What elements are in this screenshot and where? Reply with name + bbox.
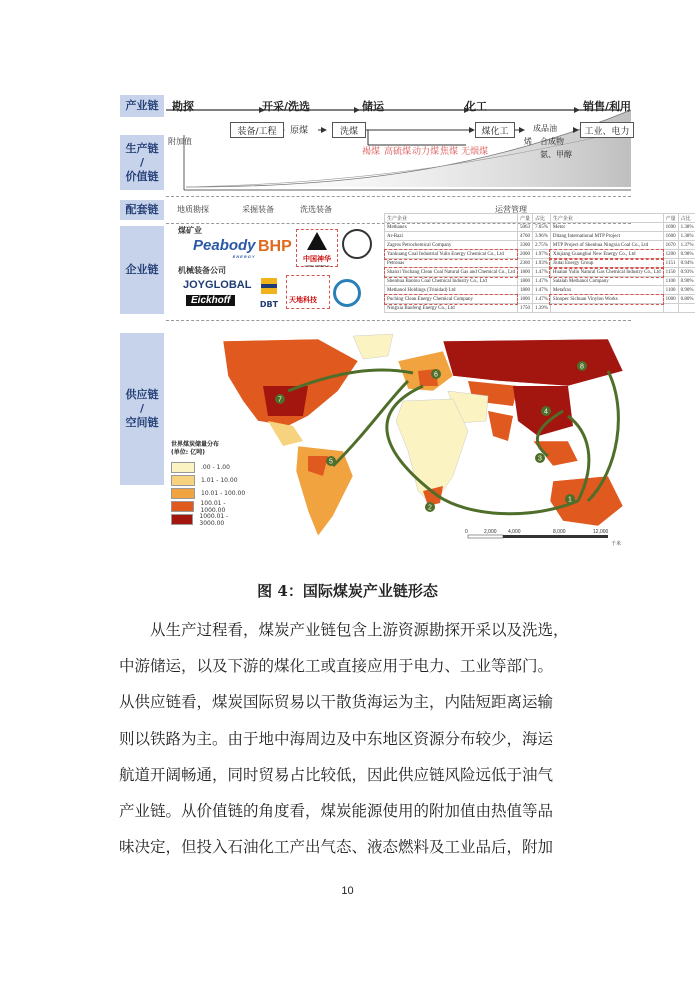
legend-swatch: [171, 475, 195, 486]
table-row: [385, 223, 695, 232]
body-line: 产业链。从价值链的角度看，煤炭能源使用的附加值由热值等品: [119, 802, 554, 821]
table-cell: 4760: [517, 232, 532, 241]
legend-swatch: [171, 501, 194, 512]
body-line: 航道开阔畅通，同时贸易占比较低，因此供应链风险远低于油气: [119, 765, 554, 784]
mining-label: 煤矿业: [178, 226, 202, 235]
table-cell: 7.65%: [533, 223, 551, 232]
legend-label: 10.01 - 100.00: [201, 490, 246, 497]
scale-label: 2,000: [484, 529, 497, 535]
table-cell: 1.38%: [678, 223, 695, 232]
table-cell: 1000: [663, 295, 678, 304]
table-cell: 2360: [517, 259, 532, 268]
supporting-geology: 地质勘探: [177, 205, 209, 214]
coal-type-coking: 焦煤: [440, 147, 459, 157]
table-cell: 1670: [663, 241, 678, 250]
coal-type-anthracite: 无烟煤: [461, 147, 489, 157]
body-line: 味决定，但投入石油化工产出气态、液态燃料及工业品后，附加: [119, 838, 554, 857]
table-cell: [663, 304, 678, 313]
table-cell: 1800: [517, 268, 532, 277]
table-cell: Ar-Razi: [385, 232, 518, 241]
table-cell: 1.97%: [533, 250, 551, 259]
table-cell: 0.80%: [678, 295, 695, 304]
table-cell: 3300: [517, 241, 532, 250]
legend-label: 1.01 - 10.00: [201, 477, 238, 484]
table-cell: 0.90%: [678, 286, 695, 295]
table-cell: [550, 304, 663, 313]
table-cell: 0.94%: [678, 259, 695, 268]
table-cell: 1.38%: [678, 232, 695, 241]
table-header: 产量: [663, 214, 678, 223]
table-cell: 1.47%: [533, 286, 551, 295]
table-cell: 2000: [517, 250, 532, 259]
legend-label: 100.01 - 1000.00: [200, 499, 226, 514]
route-3-label: 3: [538, 455, 542, 463]
supporting-mining-equipment: 采掘装备: [242, 205, 274, 214]
table-cell: Methanex: [385, 223, 518, 232]
table-cell: Petronas: [385, 259, 518, 268]
table-row: [385, 232, 695, 241]
dbt-mark-icon: [258, 276, 280, 296]
page-number: 10: [341, 885, 354, 897]
table-header: 生产企业: [385, 214, 518, 223]
table-cell: 1800: [517, 295, 532, 304]
table-cell: 1100: [663, 286, 678, 295]
table-cell: 5063: [517, 223, 532, 232]
world-map: [168, 331, 632, 549]
table-cell: 1690: [663, 223, 678, 232]
table-row: [385, 304, 695, 313]
table-cell: 1800: [517, 286, 532, 295]
legend-swatch: [171, 462, 195, 473]
box-raw-coal: 原煤: [290, 126, 309, 136]
table-cell: MTP Project of Shenhua Ningxia Coal Co., Ltd: [550, 241, 663, 250]
table-cell: 0.93%: [678, 268, 695, 277]
separator-line: [166, 320, 631, 321]
stage-mining: 开采/洗选: [262, 100, 311, 113]
route-4-label: 4: [544, 408, 548, 416]
table-cell: Yankuang Coal Industrial Yulin Energy Chemical Co., Ltd: [385, 250, 518, 259]
table-cell: Methanol Holdings (Trinidad) Ltd: [385, 286, 518, 295]
table-cell: [678, 304, 695, 313]
table-row: [385, 241, 695, 250]
joyglobal-logo: JOYGLOBAL: [183, 279, 252, 291]
table-row: [385, 277, 695, 286]
legend-swatch: [171, 514, 193, 525]
legend-label: 1000.01 - 3000.00: [199, 512, 229, 527]
table-cell: 1100: [663, 277, 678, 286]
table-cell: 1.47%: [533, 268, 551, 277]
supporting-washing-equipment: 洗选装备: [300, 205, 332, 214]
scale-label: 4,000: [508, 529, 521, 535]
peabody-logo: Peabody ENERGY: [193, 237, 256, 259]
shenhua-logo-box: 中国神华 CHINA SHENHUA: [296, 229, 338, 267]
stage-storage: 储运: [362, 100, 384, 113]
table-cell: Ditang International MTP Project: [550, 232, 663, 241]
row-label-supporting-chain: 配套链: [120, 200, 164, 220]
product-ammonia: 氨、甲醇: [540, 150, 572, 159]
product-synthetics: 合成物: [540, 137, 564, 146]
legend-label: .00 - 1.00: [201, 464, 230, 471]
table-cell: 1.37%: [678, 241, 695, 250]
table-cell: Salalah Methanol Company: [550, 277, 663, 286]
box-washed-coal: 洗煤: [332, 122, 366, 138]
separator-line: [166, 196, 631, 197]
table-header: 占比: [533, 214, 551, 223]
legend-title: 世界煤炭储量分布 (单位: 亿吨): [171, 441, 220, 456]
figure-caption: 图 4：国际煤炭产业链形态: [257, 582, 438, 600]
body-line: 从生产过程看，煤炭产业链包含上游资源勘探开采以及洗选，: [150, 621, 569, 639]
supporting-operations: 运营管理: [495, 205, 527, 214]
machinery-label: 机械装备公司: [178, 266, 226, 275]
shenhua-mark-icon: [297, 230, 337, 254]
legend-swatch: [171, 488, 195, 499]
table-cell: Metafrax: [550, 286, 663, 295]
route-8-label: 8: [580, 363, 584, 371]
map-legend: [171, 441, 251, 526]
stage-sales: 销售/利用: [583, 100, 632, 113]
row-label-enterprise-chain: 企业链: [120, 226, 164, 314]
legend-item: [171, 474, 251, 487]
table-cell: 1200: [663, 250, 678, 259]
table-cell: 0.98%: [678, 250, 695, 259]
dbt-logo: DBT: [258, 276, 280, 308]
legend-item: [171, 500, 251, 513]
row-label-value-chain: 生产链 / 价值链: [120, 135, 164, 190]
table-cell: 1800: [517, 277, 532, 286]
body-line: 则以铁路为主。由于地中海周边及中东地区资源分布较少，海运: [119, 729, 554, 748]
table-row: [385, 286, 695, 295]
table-cell: 1.47%: [533, 277, 551, 286]
product-oil: 成品油: [533, 124, 557, 133]
value-added-label: 附加值: [168, 137, 192, 146]
table-cell: 1.93%: [533, 259, 551, 268]
table-cell: Xinjiang Guanghui New Energy Co., Ltd: [550, 250, 663, 259]
table-cell: Hualan Yulin Natural Gas Chemical Industry Co., Ltd: [550, 268, 663, 277]
table-row: [385, 250, 695, 259]
table-cell: 1150: [663, 268, 678, 277]
table-cell: 1.47%: [533, 295, 551, 304]
table-cell: Puching Clean Energy Chemical Company: [385, 295, 518, 304]
body-line: 从供应链看，煤炭国际贸易以干散货海运为主，内陆短距离运输: [119, 693, 554, 712]
box-equipment: 装备/工程: [230, 122, 284, 138]
scale-label: 8,000: [553, 529, 566, 535]
table-cell: 1151: [663, 259, 678, 268]
table-cell: Sinopec Sichuan Vinylon Works: [550, 295, 663, 304]
table-cell: Ningxia Baofeng Energy Co., Ltd: [385, 304, 518, 313]
route-7-label: 7: [278, 396, 282, 404]
table-header: 产量: [517, 214, 532, 223]
table-cell: Shenhua Baotou Coal Chemical Industry Co., Ltd: [385, 277, 518, 286]
table-cell: Shanxi Yuchang Clean Coal Natural Gas and Chemical Co., Ltd: [385, 268, 518, 277]
scale-unit: 千米: [611, 541, 622, 547]
table-header: 生产企业: [550, 214, 663, 223]
eickhoff-logo: Eickhoff: [186, 295, 235, 306]
tiandi-logo: 天地科技: [286, 275, 330, 309]
legend-item: [171, 461, 251, 474]
scale-label: 0: [465, 529, 468, 535]
stage-chemical: 化工: [465, 100, 487, 113]
table-cell: 1750: [517, 304, 532, 313]
table-cell: 2.75%: [533, 241, 551, 250]
product-olefin: 烯: [524, 137, 532, 146]
seal-icon: [342, 229, 372, 259]
coal-type-lignite: 褐煤: [362, 147, 381, 157]
table-header: 占比: [678, 214, 695, 223]
table-row: [385, 295, 695, 304]
route-5-label: 5: [329, 458, 333, 466]
row-label-supply-chain: 供应链 / 空间链: [120, 333, 164, 485]
table-cell: Zagros Petrochemical Company: [385, 241, 518, 250]
table-cell: Metor: [550, 223, 663, 232]
route-1-label: 1: [568, 496, 572, 504]
box-industry-power: 工业、电力: [580, 122, 634, 138]
table-cell: 0.90%: [678, 277, 695, 286]
table-header-row: [385, 214, 695, 223]
bhp-logo: BHP: [258, 238, 292, 255]
table-row: [385, 268, 695, 277]
legend-item: [171, 487, 251, 500]
swirl-logo-icon: [333, 279, 361, 307]
body-line: 中游储运，以及下游的煤化工或直接应用于电力、工业等部门。: [119, 657, 554, 676]
body-paragraph: [119, 612, 579, 865]
operations-table: [384, 213, 695, 313]
coal-type-high-sulfur: 高硫煤: [384, 147, 412, 157]
coal-type-thermal: 动力煤: [412, 147, 440, 157]
table-cell: Jiutai Energy Group: [550, 259, 663, 268]
route-6-label: 6: [434, 371, 438, 379]
table-row: [385, 259, 695, 268]
stage-exploration: 勘探: [172, 100, 194, 113]
box-coal-chemical: 煤化工: [475, 122, 515, 138]
scale-label: 12,000: [593, 529, 609, 535]
legend-item: [171, 513, 251, 526]
table-cell: 1.39%: [533, 304, 551, 313]
route-2-label: 2: [428, 504, 432, 512]
table-cell: 3.96%: [533, 232, 551, 241]
row-label-industry-chain: 产业链: [120, 95, 164, 117]
table-cell: 1600: [663, 232, 678, 241]
